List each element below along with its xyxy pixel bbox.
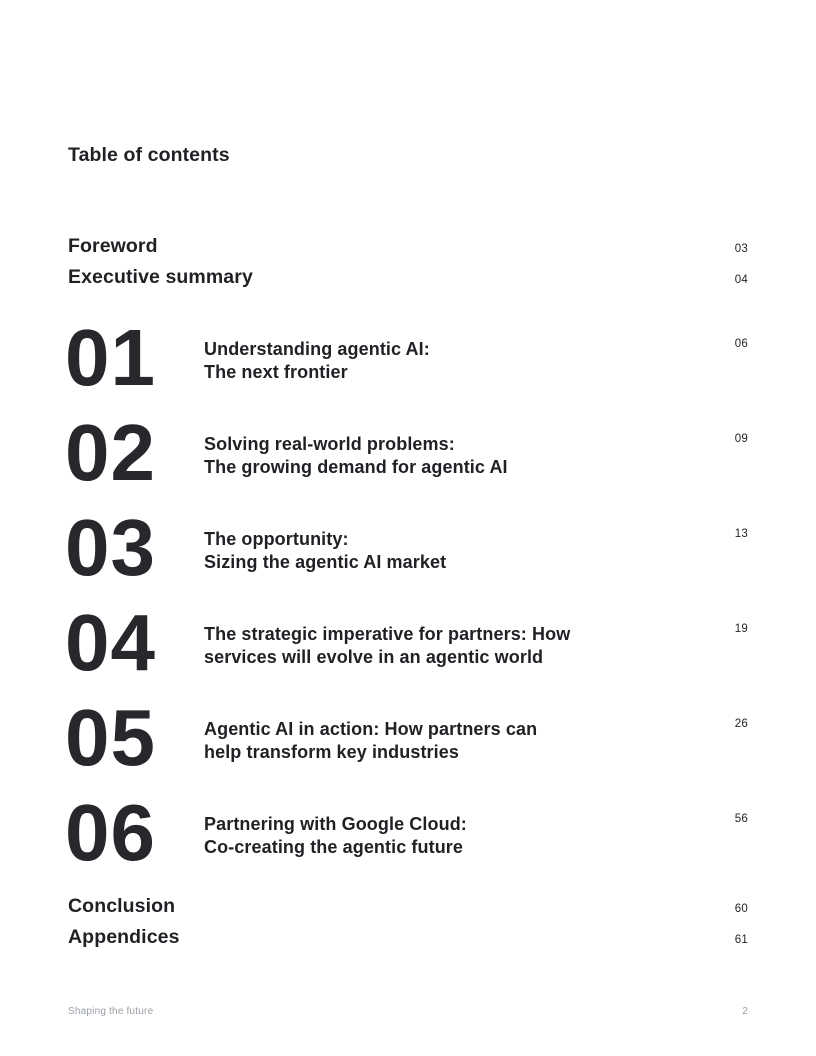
section-title-line2: services will evolve in an agentic world xyxy=(204,647,544,667)
footer-page-number: 2 xyxy=(742,1006,748,1017)
section-title-line2: Sizing the agentic AI market xyxy=(204,552,447,572)
section-title-line1: Agentic AI in action: How partners can xyxy=(204,719,538,739)
toc-entry-label: Conclusion xyxy=(68,895,176,917)
section-title-line2: The next frontier xyxy=(204,362,348,382)
section-page-number: 13 xyxy=(734,528,748,540)
toc-entry-label: Foreword xyxy=(68,235,158,257)
toc-front-matter xyxy=(68,235,748,297)
section-title xyxy=(204,813,467,859)
toc-entry-page-number: 60 xyxy=(734,903,748,915)
toc-section-02[interactable] xyxy=(65,408,748,515)
section-title-line1: Understanding agentic AI: xyxy=(204,339,430,359)
section-title xyxy=(204,718,537,764)
toc-entry-label: Executive summary xyxy=(68,266,253,288)
toc-back-matter xyxy=(68,895,748,957)
section-number: 06 xyxy=(65,788,156,877)
section-page-number: 19 xyxy=(734,623,748,635)
page-footer xyxy=(68,1006,748,1017)
toc-entry-page-number: 03 xyxy=(734,243,748,255)
section-number: 01 xyxy=(65,313,156,402)
section-number: 04 xyxy=(65,598,156,687)
section-page-number: 26 xyxy=(734,718,748,730)
section-title xyxy=(204,528,446,574)
toc-entry-conclusion[interactable] xyxy=(68,895,748,926)
section-title-line1: Solving real-world problems: xyxy=(204,434,455,454)
section-number: 03 xyxy=(65,503,156,592)
section-title-line2: help transform key industries xyxy=(204,742,459,762)
toc-entry-appendices[interactable] xyxy=(68,926,748,957)
page-title: Table of contents xyxy=(68,144,230,166)
toc-section-06[interactable] xyxy=(65,788,748,895)
section-title-line2: Co-creating the agentic future xyxy=(204,837,464,857)
section-number: 02 xyxy=(65,408,156,497)
toc-entry-page-number: 61 xyxy=(734,934,748,946)
toc-section-01[interactable] xyxy=(65,313,748,420)
section-page-number: 09 xyxy=(734,433,748,445)
toc-section-03[interactable] xyxy=(65,503,748,610)
section-number: 05 xyxy=(65,693,156,782)
section-page-number: 56 xyxy=(734,813,748,825)
toc-entry-label: Appendices xyxy=(68,926,180,948)
footer-document-title: Shaping the future xyxy=(68,1006,154,1017)
toc-entry-page-number: 04 xyxy=(734,274,748,286)
section-title xyxy=(204,433,508,479)
section-title-line1: The opportunity: xyxy=(204,529,349,549)
toc-sections xyxy=(65,313,748,895)
toc-section-05[interactable] xyxy=(65,693,748,800)
toc-entry-foreword[interactable] xyxy=(68,235,748,266)
section-title xyxy=(204,623,570,669)
section-title-line1: The strategic imperative for partners: How xyxy=(204,624,571,644)
section-title-line2: The growing demand for agentic AI xyxy=(204,457,508,477)
section-title xyxy=(204,338,430,384)
toc-entry-executive-summary[interactable] xyxy=(68,266,748,297)
section-page-number: 06 xyxy=(734,338,748,350)
toc-section-04[interactable] xyxy=(65,598,748,705)
section-title-line1: Partnering with Google Cloud: xyxy=(204,814,467,834)
